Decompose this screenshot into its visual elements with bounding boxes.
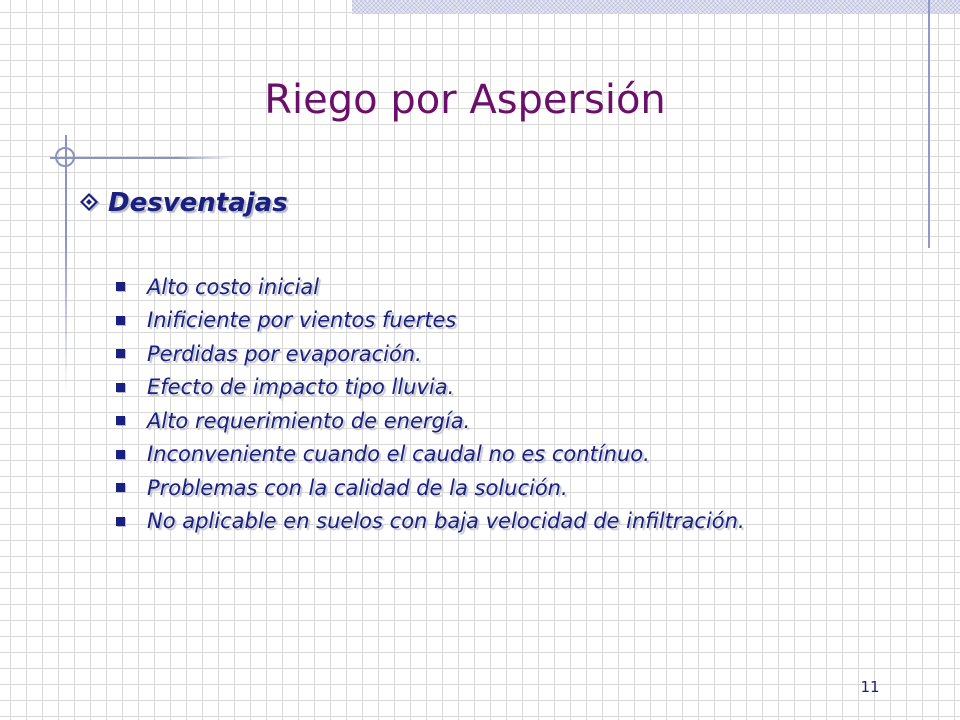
square-bullet-icon — [116, 450, 125, 459]
square-bullet-icon — [116, 416, 125, 425]
list-item — [116, 505, 745, 539]
bullet-text: Alto requerimiento de energía. — [147, 408, 471, 433]
list-item — [116, 371, 745, 405]
bullet-text: Perdidas por evaporación. — [147, 341, 422, 366]
bullet-text: Efecto de impacto tipo lluvia. — [147, 375, 455, 400]
section-heading: Desventajas — [108, 188, 288, 218]
bullet-text: Inificiente por vientos fuertes — [147, 308, 457, 333]
square-bullet-icon — [116, 517, 125, 526]
bullet-text: Problemas con la calidad de la solución. — [147, 475, 568, 500]
diamond-bullet-icon — [78, 191, 102, 215]
square-bullet-icon — [116, 282, 125, 291]
bullet-list — [116, 270, 745, 538]
square-bullet-icon — [116, 483, 125, 492]
section-header — [78, 188, 288, 218]
square-bullet-icon — [116, 349, 125, 358]
bullet-text: No aplicable en suelos con baja velocidad de infiltración. — [147, 509, 745, 534]
title-underline-rule — [50, 157, 232, 159]
slide-title: Riego por Aspersión — [264, 77, 666, 123]
bullet-text: Inconveniente cuando el caudal no es contínuo. — [147, 442, 650, 467]
list-item — [116, 270, 745, 304]
list-item — [116, 438, 745, 472]
list-item — [116, 471, 745, 505]
square-bullet-icon — [116, 383, 125, 392]
list-item — [116, 337, 745, 371]
bullet-text: Alto costo inicial — [147, 274, 320, 299]
left-vertical-rule — [65, 135, 67, 395]
list-item — [116, 404, 745, 438]
list-item — [116, 304, 745, 338]
page-number: 11 — [860, 678, 880, 696]
corner-ring-icon — [55, 147, 75, 167]
square-bullet-icon — [116, 316, 125, 325]
top-decorative-band — [352, 0, 960, 14]
